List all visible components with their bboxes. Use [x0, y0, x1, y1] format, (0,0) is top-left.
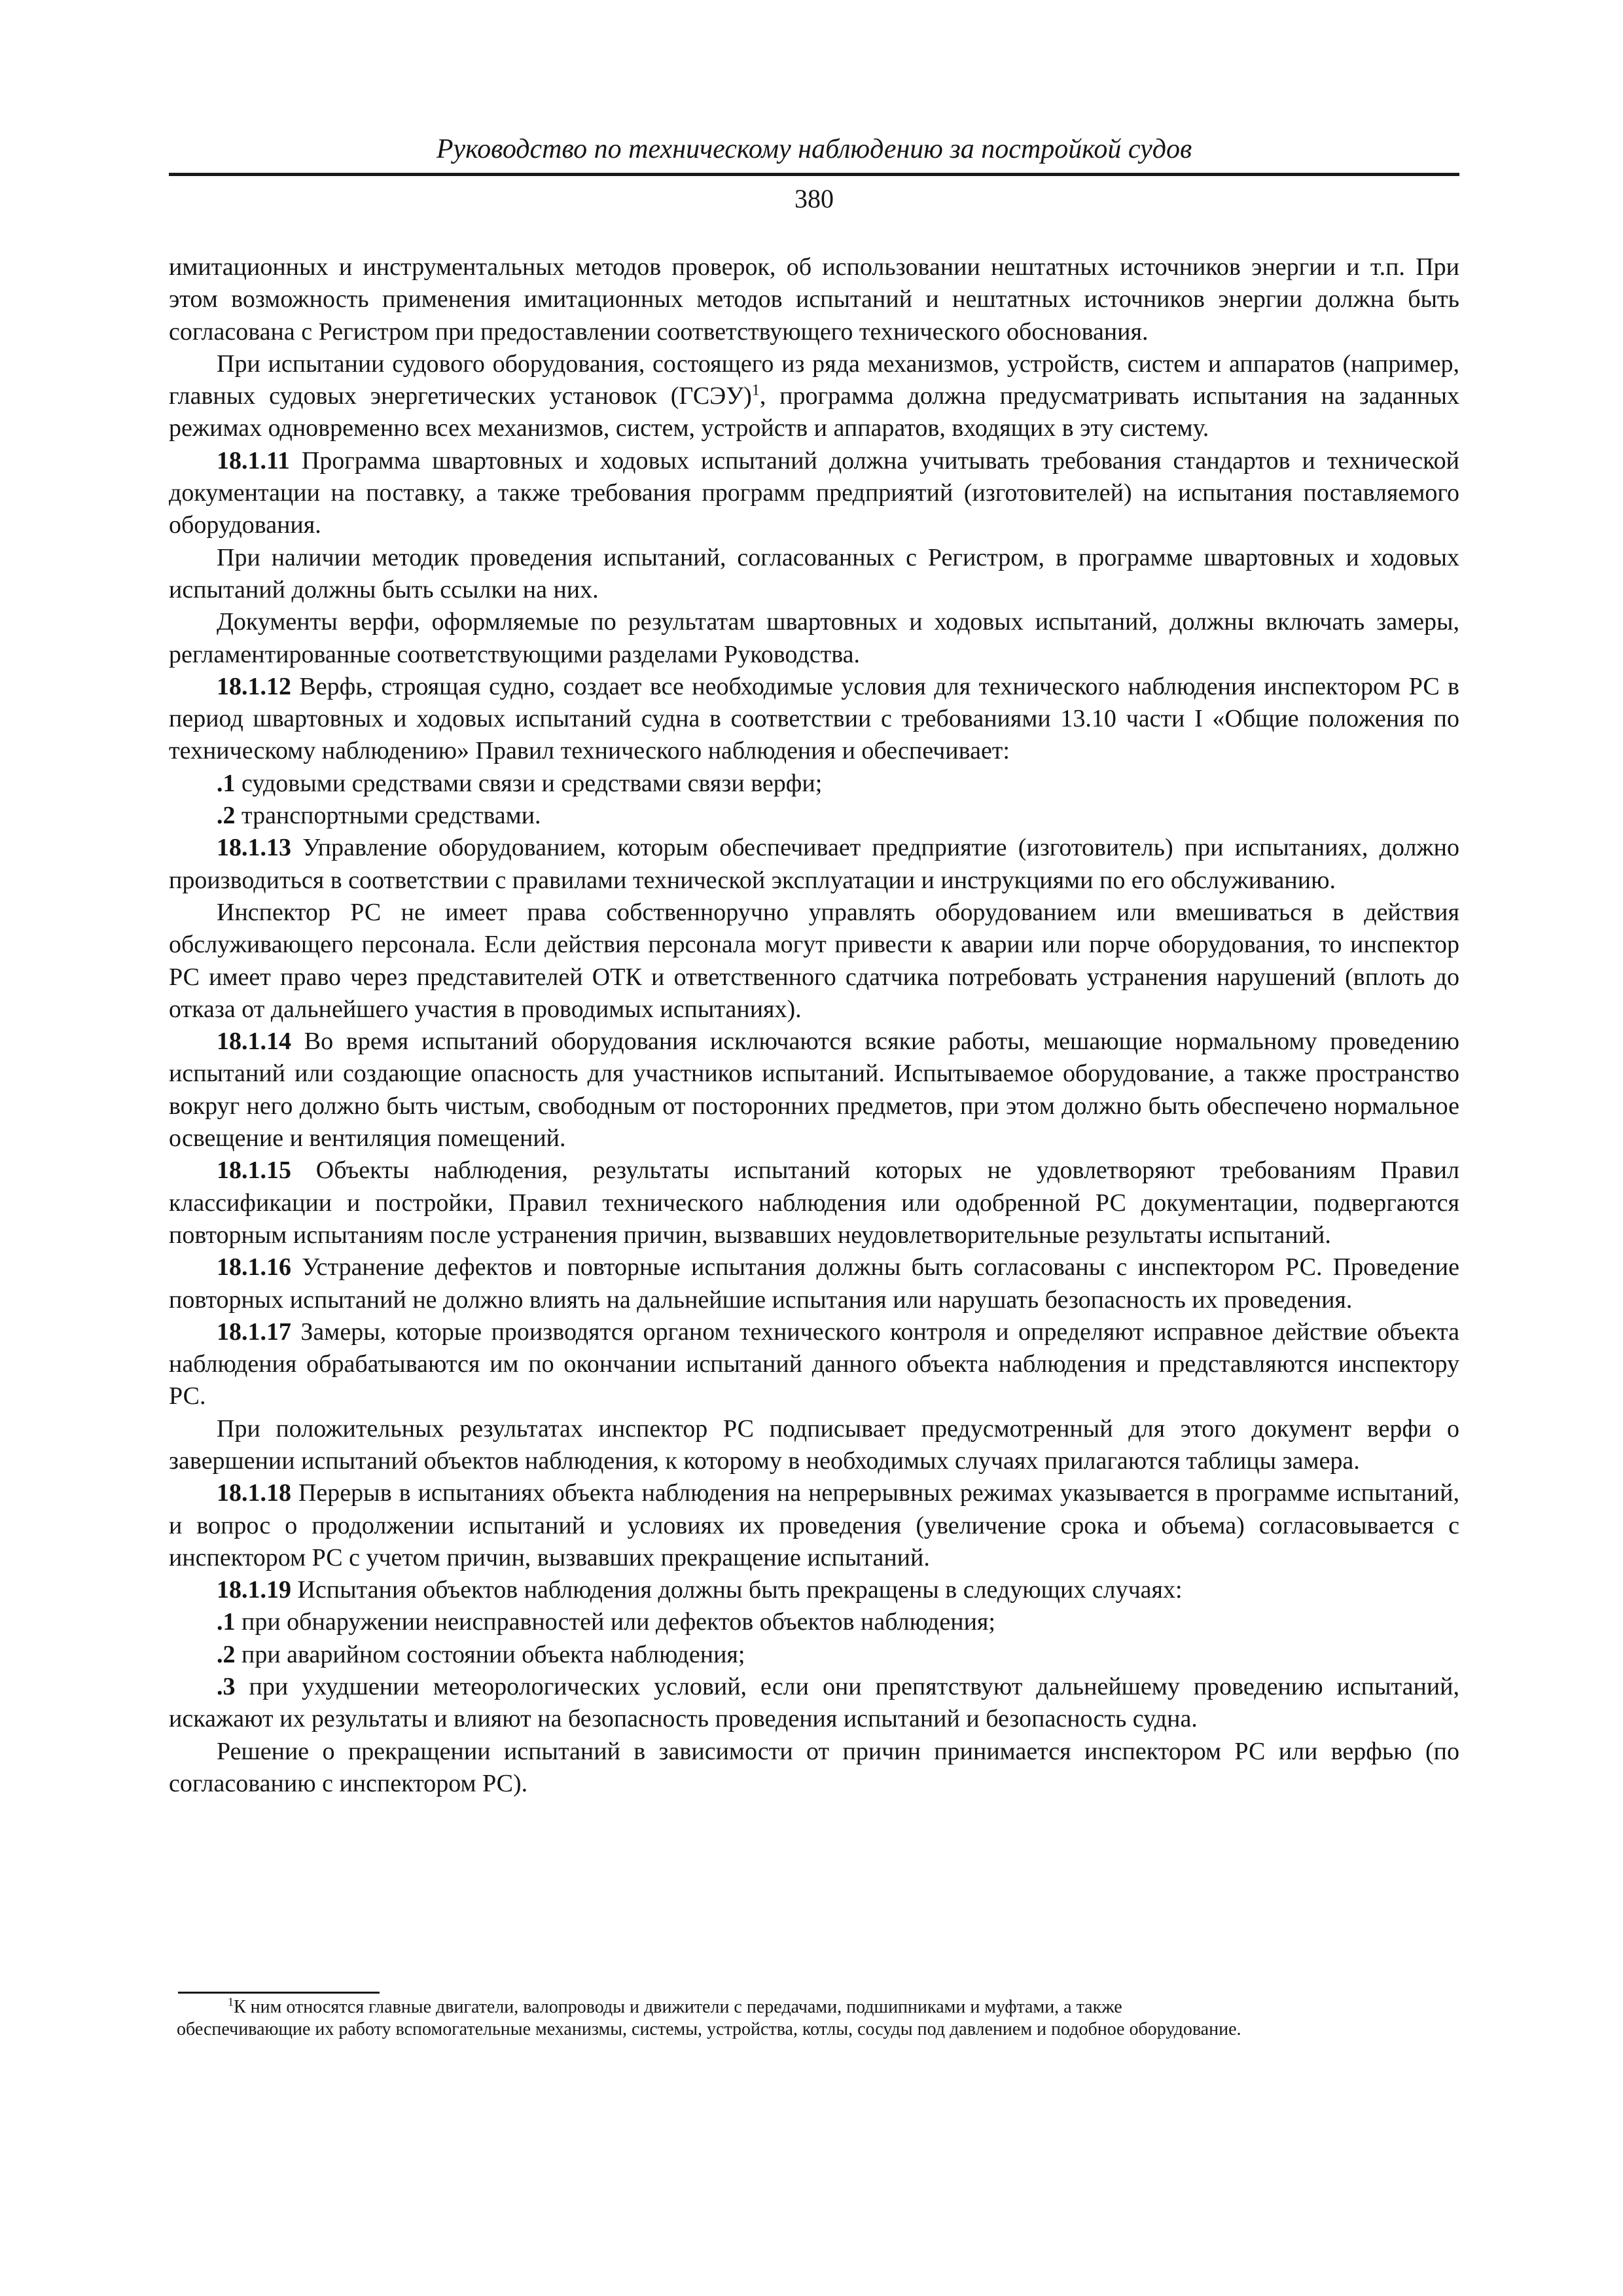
header-rule [169, 173, 1459, 176]
item-number: .2 [217, 802, 236, 830]
clause-18-1-17 [169, 1316, 1459, 1413]
running-title: Руководство по техническому наблюдению за постройкой судов [436, 134, 1192, 164]
item-number: .1 [217, 1608, 236, 1636]
clause-number: 18.1.14 [217, 1028, 291, 1056]
clause-number: 18.1.15 [217, 1157, 291, 1185]
clause-number: 18.1.16 [217, 1253, 291, 1282]
footnote-line [177, 1996, 1452, 2018]
item-text: при обнаружении неисправностей или дефектов объектов наблюдения; [235, 1608, 995, 1636]
clause-text: Во время испытаний оборудования исключаются всякие работы, мешающие нормальному проведению испытаний или создающие опасность для участников испытаний. Испытываемое оборудование, а также пространство вокруг него должно быть чистым, свободным от посторонних предметов, при этом должно быть обеспечено нормальное освещение и вентиляция помещений. [169, 1028, 1459, 1153]
paragraph: имитационных и инструментальных методов проверок, об использовании нештатных источников энергии и т.п. При этом возможность применения имитационных методов испытаний и нештатных источников энергии должна быть согласована с Регистром при предоставлении соответствующего технического обоснования. [169, 253, 1459, 346]
item-text: транспортными средствами. [235, 802, 541, 830]
footnote-ref: 1 [751, 382, 760, 399]
clause-text: Верфь, строящая судно, создает все необходимые условия для технического наблюдения инспектором РС в период швартовных и ходовых испытаний судна в соответствии с требованиями 13.10 части I «Общие положения по техническому наблюдению» Правил технического наблюдения и обеспечивает: [169, 672, 1459, 765]
paragraph: Решение о прекращении испытаний в зависимости от причин принимается инспектором РС или верфью (по согласованию с инспектором РС). [169, 1737, 1459, 1797]
clause-number: 18.1.11 [217, 446, 290, 475]
clause-text: Перерыв в испытаниях объекта наблюдения на непрерывных режимах указывается в программе испытаний, и вопрос о продолжении испытаний и условиях их проведения (увеличение срока и объема) согласовывается с инспектором РС с учетом причин, вызвавших прекращение испытаний. [169, 1479, 1459, 1571]
footnote-rule [178, 1992, 380, 1994]
item-text: судовыми средствами связи и средствами связи верфи; [235, 769, 823, 797]
clause-number: 18.1.12 [217, 672, 291, 700]
paragraph [169, 348, 1459, 445]
footnote-text: К ним относятся главные двигатели, валопроводы и движители с передачами, подшипниками и муфтами, а также [234, 1997, 1122, 2017]
paragraph: При положительных результатах инспектор РС подписывает предусмотренный для этого документ верфи о завершении испытаний объектов наблюдения, к которому в необходимых случаях прилагаются таблицы замера. [169, 1414, 1459, 1475]
clause-number: 18.1.18 [217, 1479, 291, 1507]
item-text: при ухудшении метеорологических условий, если они препятствуют дальнейшему проведению испытаний, искажают их результаты и влияют на безопасность проведения испытаний и безопасность судна. [169, 1673, 1459, 1733]
item-number: .1 [217, 769, 236, 797]
paragraph-text: , программа должна предусматривать испытания на заданных режимах одновременно всех механизмов, систем, устройств и аппаратов, входящих в эту систему. [169, 382, 1459, 442]
paragraph: При наличии методик проведения испытаний, согласованных с Регистром, в программе швартовных и ходовых испытаний должны быть ссылки на них. [169, 543, 1459, 603]
footnote [177, 1996, 1452, 2041]
clause-text: Программа швартовных и ходовых испытаний должна учитывать требования стандартов и технической документации на поставку, а также требования программ предприятий (изготовителей) на испытания поставляемого оборудования. [169, 446, 1459, 539]
clause-18-1-19 [169, 1574, 1459, 1606]
clause-18-1-13 [169, 832, 1459, 897]
clause-18-1-11 [169, 445, 1459, 542]
clause-18-1-12 [169, 671, 1459, 768]
item-number: .2 [217, 1640, 236, 1668]
item-number: .3 [217, 1673, 236, 1701]
footnote-marker: 1 [228, 1995, 234, 2009]
list-item [169, 768, 1459, 800]
clause-number: 18.1.19 [217, 1576, 291, 1604]
clause-text: Замеры, которые производятся органом технического контроля и определяют исправное действие объекта наблюдения обрабатываются им по окончании испытаний данного объекта наблюдения и представляются инспектору РС. [169, 1318, 1459, 1410]
clause-18-1-16 [169, 1251, 1459, 1316]
clause-text: Устранение дефектов и повторные испытания должны быть согласованы с инспектором РС. Проведение повторных испытаний не должно влиять на дальнейшие испытания или нарушать безопасность их проведения. [169, 1253, 1459, 1314]
clause-18-1-14 [169, 1026, 1459, 1155]
list-item [169, 800, 1459, 832]
paragraph: Инспектор РС не имеет права собственноручно управлять оборудованием или вмешиваться в действия обслуживающего персонала. Если действия персонала могут привести к аварии или порче оборудования, то инспектор РС имеет право через представителей ОТК и ответственного сдатчика потребовать устранения нарушений (вплоть до отказа от дальнейшего участия в проводимых испытаниях). [169, 898, 1459, 1023]
body-text [169, 251, 1459, 1800]
footnote-line: обеспечивающие их работу вспомогательные механизмы, системы, устройства, котлы, сосуды под давлением и подобное оборудование. [177, 2019, 1241, 2039]
clause-text: Испытания объектов наблюдения должны быть прекращены в следующих случаях: [291, 1576, 1183, 1604]
paragraph: Документы верфи, оформляемые по результатам швартовных и ходовых испытаний, должны включать замеры, регламентированные соответствующими разделами Руководства. [169, 608, 1459, 668]
clause-text: Управление оборудованием, которым обеспечивает предприятие (изготовитель) при испытаниях, должно производиться в соответствии с правилами технической эксплуатации и инструкциями по его обслуживанию. [169, 834, 1459, 894]
clause-18-1-18 [169, 1477, 1459, 1574]
clause-number: 18.1.13 [217, 834, 291, 862]
list-item [169, 1606, 1459, 1638]
paragraph-text: При испытании судового оборудования, состоящего из ряда механизмов, устройств, систем и аппаратов (например, главных судовых энергетических установок (ГСЭУ) [169, 350, 1459, 410]
list-item [169, 1671, 1459, 1736]
page-number: 380 [794, 184, 834, 213]
clause-text: Объекты наблюдения, результаты испытаний которых не удовлетворяют требованиям Правил классификации и постройки, Правил технического наблюдения или одобренной РС документации, подвергаются повторным испытаниям после устранения причин, вызвавших неудовлетворительные результаты испытаний. [169, 1157, 1459, 1249]
item-text: при аварийном состоянии объекта наблюдения; [235, 1640, 745, 1668]
list-item [169, 1639, 1459, 1671]
clause-number: 18.1.17 [217, 1318, 291, 1346]
clause-18-1-15 [169, 1155, 1459, 1251]
